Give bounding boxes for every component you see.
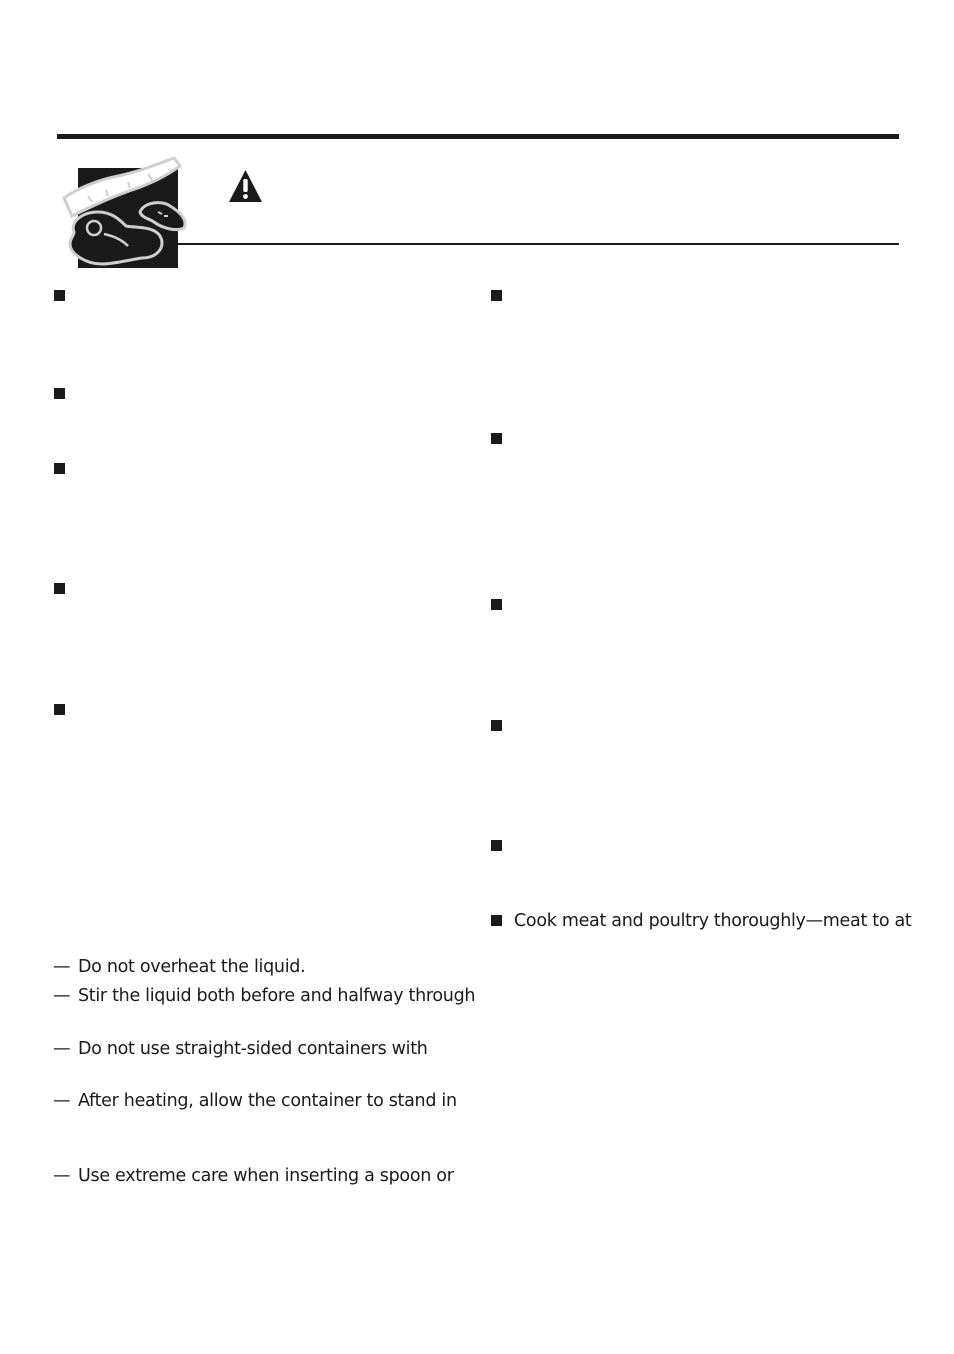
bullet-marker: [491, 840, 502, 851]
warning-triangle-icon: [228, 169, 263, 203]
meat-poultry-cooking-tip: Cook meat and poultry thoroughly—meat to at: [514, 911, 912, 931]
bullet-marker: [491, 915, 502, 926]
meat-and-poultry-icon: [58, 150, 193, 272]
liquid-tip-item: Do not use straight-sided containers with: [78, 1039, 428, 1059]
bullet-marker: [54, 388, 65, 399]
bullet-marker: [54, 704, 65, 715]
bullet-marker: [491, 720, 502, 731]
header-rule: [178, 243, 899, 245]
dash-marker: —: [53, 1166, 71, 1186]
liquid-tip-item: Do not overheat the liquid.: [78, 957, 306, 977]
liquid-tip-item: After heating, allow the container to stand in: [78, 1091, 457, 1111]
dash-marker: —: [53, 1091, 71, 1111]
liquid-tip-item: Use extreme care when inserting a spoon or: [78, 1166, 454, 1186]
dash-marker: —: [53, 986, 71, 1006]
liquid-tip-item: Stir the liquid both before and halfway through: [78, 986, 476, 1006]
bullet-marker: [491, 599, 502, 610]
bullet-marker: [54, 290, 65, 301]
bullet-marker: [491, 290, 502, 301]
bullet-marker: [54, 583, 65, 594]
bullet-marker: [491, 433, 502, 444]
top-rule: [57, 134, 899, 139]
bullet-marker: [54, 463, 65, 474]
dash-marker: —: [53, 1039, 71, 1059]
dash-marker: —: [53, 957, 71, 977]
